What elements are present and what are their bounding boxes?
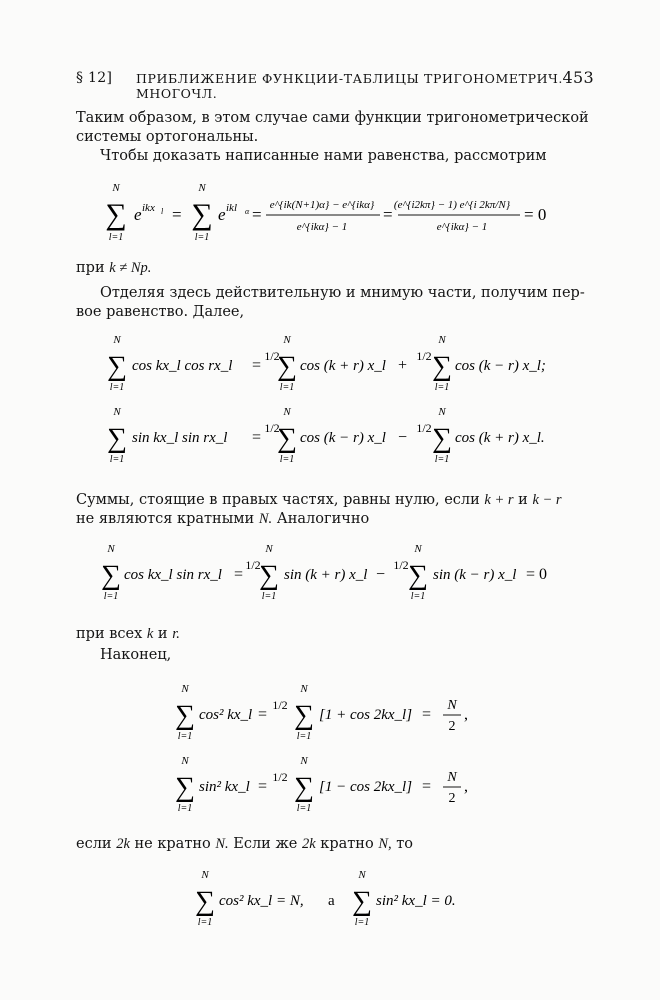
sum-lower-limit: l=1 (279, 454, 295, 465)
math-inline: r. (172, 626, 180, 642)
sum-symbol: ∑ (107, 351, 127, 382)
sum-upper-limit: N (265, 543, 273, 555)
math-inline: k − r (532, 492, 562, 508)
math-inline: 2k (116, 836, 130, 852)
equation-sin-square (170, 754, 500, 816)
equals-sign: = (258, 778, 268, 795)
equation-term: cos (k − r) x_l (300, 430, 386, 446)
fraction-half: 1/2 (416, 349, 432, 363)
sum-lower-limit: l=1 (177, 803, 193, 814)
equation-exponential-sum (100, 182, 570, 250)
text-span: кратно (320, 836, 374, 852)
sum-upper-limit: N (181, 683, 189, 695)
text-span: при всех (76, 626, 143, 642)
sum-lower-limit: l=1 (354, 917, 370, 928)
text-line (76, 832, 413, 856)
equation-cos-sin (96, 542, 576, 604)
sum-symbol: ∑ (277, 351, 297, 382)
exp-power-index: α (245, 207, 250, 216)
sum-upper-limit: N (438, 334, 446, 346)
conjunction: а (328, 893, 335, 909)
equals-sign: = (258, 706, 268, 723)
text-span: и (157, 626, 168, 642)
exp-power: ikl (226, 202, 237, 214)
sum-symbol: ∑ (294, 772, 314, 803)
sum-upper-limit: N (283, 334, 291, 346)
equation-lhs: cos kx_l sin rx_l (124, 567, 222, 583)
sum-lower-limit: l=1 (108, 232, 124, 243)
exp-power-index: l (161, 207, 164, 216)
math-inline: N. (215, 836, 229, 852)
fraction-half: 1/2 (245, 558, 261, 572)
text-span: не кратно (134, 836, 211, 852)
sum-symbol: ∑ (432, 423, 452, 454)
sum-lower-limit: l=1 (177, 731, 193, 742)
fraction-numerator: N (447, 770, 457, 785)
math-inline: N, (378, 836, 392, 852)
text-line: Чтобы доказать написанные нами равенства, рассмотрим (100, 148, 547, 164)
text-span: Если же (233, 836, 298, 852)
equation-rhs: = 0 (526, 566, 548, 583)
equation-term: cos (k − r) x_l; (455, 358, 546, 374)
equals-sign: = (422, 778, 432, 795)
fraction-half: 1/2 (264, 349, 280, 363)
math-inline: k ≠ Np. (109, 260, 152, 276)
sum-symbol: ∑ (175, 772, 195, 803)
sum-lower-limit: l=1 (410, 591, 426, 602)
sum-symbol: ∑ (101, 560, 121, 591)
sum-symbol: ∑ (408, 560, 428, 591)
equals-sign: = (234, 566, 244, 583)
sum-lower-limit: l=1 (197, 917, 213, 928)
equation-term: sin² kx_l = 0. (376, 893, 456, 909)
equals-sign: = (252, 357, 262, 374)
math-inline: k (146, 626, 154, 642)
sum-lower-limit: l=1 (434, 382, 450, 393)
equation-final (190, 868, 490, 930)
header-title: ПРИБЛИЖЕНИЕ ФУНКЦИИ-ТАБЛИЦЫ ТРИГОНОМЕТРИЧ. МНОГОЧЛ. (136, 71, 563, 101)
sum-lower-limit: l=1 (279, 382, 295, 393)
fraction-denominator: 2 (448, 791, 456, 806)
sum-symbol: ∑ (191, 198, 213, 231)
equation-term: [1 + cos 2kx_l] (319, 707, 413, 723)
equals-sign: = (252, 429, 262, 446)
fraction-denominator: 2 (448, 719, 456, 734)
fraction-numerator: e^{ik(N+1)α} − e^{ikα} (269, 199, 375, 211)
text-span: не являются кратными (76, 511, 255, 527)
sum-symbol: ∑ (352, 886, 372, 917)
text-line: вое равенство. Далее, (76, 304, 245, 320)
sum-symbol: ∑ (105, 198, 127, 231)
sum-upper-limit: N (113, 334, 121, 346)
text-span: Суммы, стоящие в правых частях, равны нулю, если (76, 492, 480, 508)
sum-upper-limit: N (181, 755, 189, 767)
equation-term: cos² kx_l = N, (219, 893, 304, 909)
sum-lower-limit: l=1 (296, 803, 312, 814)
sum-symbol: ∑ (277, 423, 297, 454)
fraction-half: 1/2 (416, 421, 432, 435)
sum-upper-limit: N (358, 869, 366, 881)
sum-upper-limit: N (201, 869, 209, 881)
equals-sign: = (172, 205, 182, 224)
sum-lower-limit: l=1 (434, 454, 450, 465)
sum-lower-limit: l=1 (109, 454, 125, 465)
sum-lower-limit: l=1 (261, 591, 277, 602)
equation-term: cos (k + r) x_l (300, 358, 386, 374)
sum-lower-limit: l=1 (296, 731, 312, 742)
fraction-half: 1/2 (272, 698, 288, 712)
sum-lower-limit: l=1 (103, 591, 119, 602)
text-span: если (76, 836, 112, 852)
operator: − (376, 566, 386, 583)
equals-sign: = (383, 205, 393, 224)
fraction-numerator: N (447, 698, 457, 713)
equation-sin-sin (102, 405, 572, 467)
sum-lower-limit: l=1 (109, 382, 125, 393)
exp-power: ikx (142, 202, 155, 214)
section-number: § 12] (76, 70, 113, 86)
text-line: Таким образом, в этом случае сами функции тригонометрической (76, 110, 589, 126)
text-span: то (396, 836, 413, 852)
sum-upper-limit: N (112, 182, 120, 194)
sum-symbol: ∑ (432, 351, 452, 382)
text-span: при (76, 260, 105, 276)
sum-lower-limit: l=1 (194, 232, 210, 243)
sum-upper-limit: N (107, 543, 115, 555)
fraction-half: 1/2 (264, 421, 280, 435)
fraction-denominator: e^{ikα} − 1 (296, 221, 348, 233)
fraction-numerator: (e^{i2kπ} − 1) e^{i 2kπ/N} (393, 199, 511, 211)
sum-symbol: ∑ (259, 560, 279, 591)
text-span: и (518, 492, 528, 508)
equals-sign: = (252, 205, 262, 224)
equation-term: sin (k + r) x_l (284, 567, 368, 583)
equation-lhs: cos kx_l cos rx_l (132, 358, 233, 374)
math-inline: k + r (484, 492, 514, 508)
equation-lhs: sin kx_l sin rx_l (132, 430, 228, 446)
text-span: Аналогично (276, 511, 370, 527)
sum-symbol: ∑ (107, 423, 127, 454)
text-line (76, 256, 151, 280)
equation-term: [1 − cos 2kx_l] (319, 779, 413, 795)
sum-symbol: ∑ (195, 886, 215, 917)
equation-cos-cos (102, 333, 572, 395)
exp-base: e (134, 205, 142, 224)
operator: + (398, 357, 408, 374)
sum-upper-limit: N (113, 406, 121, 418)
text-line (76, 507, 369, 531)
punctuation: , (464, 706, 468, 723)
equals-sign: = (422, 706, 432, 723)
equation-lhs: cos² kx_l (199, 707, 253, 723)
fraction-half: 1/2 (393, 558, 409, 572)
exp-base: e (218, 205, 226, 224)
sum-symbol: ∑ (294, 700, 314, 731)
text-line: Отделяя здесь действительную и мнимую части, получим пер- (100, 285, 585, 301)
equation-cos-square (170, 682, 500, 744)
fraction-denominator: e^{ikα} − 1 (436, 221, 488, 233)
text-line: Наконец, (100, 647, 172, 663)
sum-upper-limit: N (414, 543, 422, 555)
sum-upper-limit: N (300, 755, 308, 767)
sum-upper-limit: N (300, 683, 308, 695)
sum-upper-limit: N (198, 182, 206, 194)
math-inline: 2k (302, 836, 316, 852)
sum-symbol: ∑ (175, 700, 195, 731)
math-inline: N. (258, 511, 273, 527)
fraction-half: 1/2 (272, 770, 288, 784)
text-line: системы ортогональны. (76, 129, 259, 145)
sum-upper-limit: N (283, 406, 291, 418)
equation-rhs: = 0 (524, 205, 547, 224)
running-header (76, 68, 594, 101)
page-number: 453 (562, 68, 594, 87)
punctuation: , (464, 778, 468, 795)
equation-term: cos (k + r) x_l. (455, 430, 545, 446)
sum-upper-limit: N (438, 406, 446, 418)
equation-lhs: sin² kx_l (199, 779, 250, 795)
equation-term: sin (k − r) x_l (433, 567, 517, 583)
operator: − (398, 429, 408, 446)
